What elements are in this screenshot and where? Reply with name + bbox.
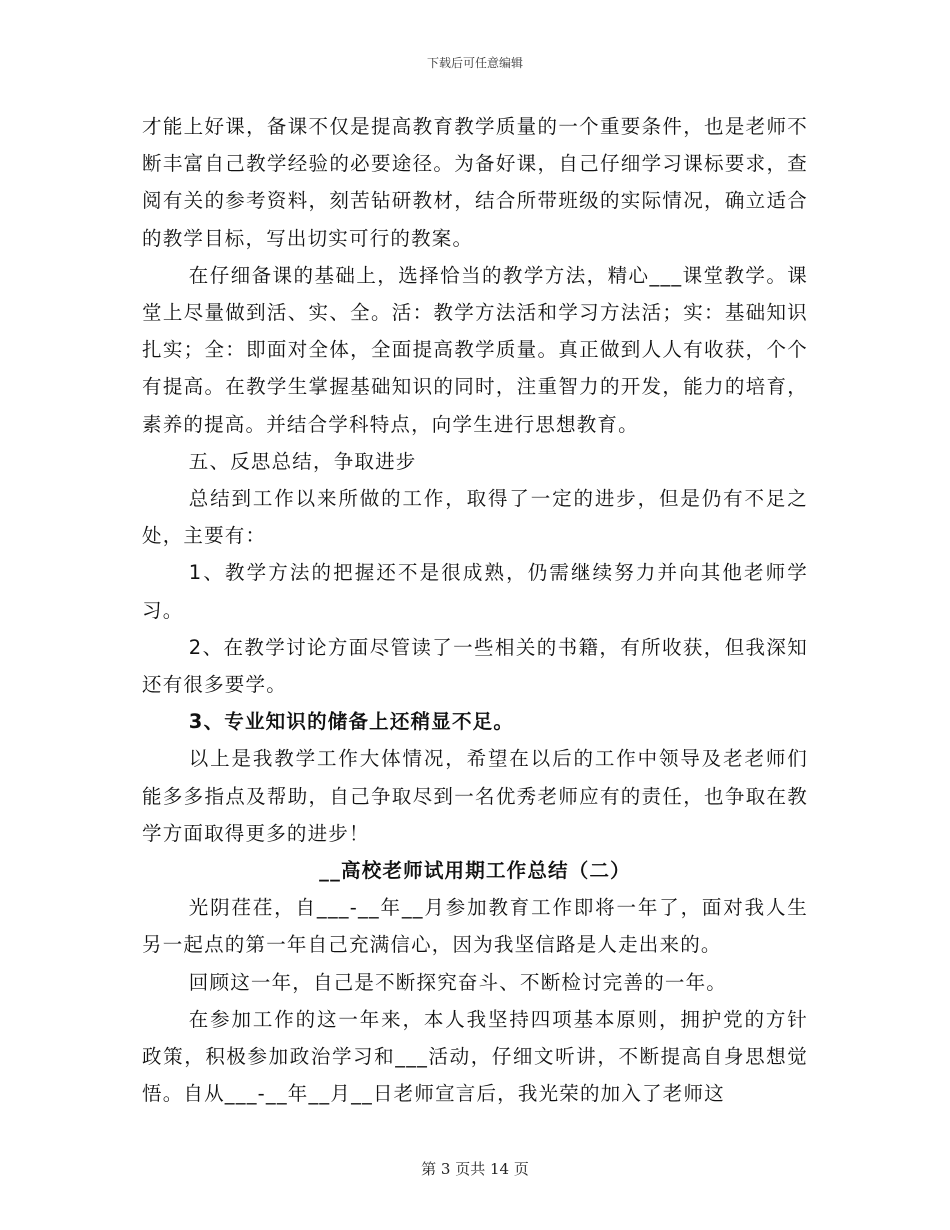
paragraph: 总结到工作以来所做的工作，取得了一定的进步，但是仍有不足之处，主要有： bbox=[142, 487, 808, 548]
paragraph: 才能上好课，备课不仅是提高教育教学质量的一个重要条件，也是老师不断丰富自己教学经验的必要途径。为备好课，自己仔细学习课标要求，查阅有关的参考资料，刻苦钻研教材，结合所带班级的实际情况，确立适合的教学目标，写出切实可行的教案。 bbox=[142, 115, 808, 250]
paragraph: 在参加工作的这一年来，本人我坚持四项基本原则，拥护党的方针政策，积极参加政治学习和___活动，仔细文听讲，不断提高自身思想觉悟。自从___-__年__月__日老师宣言后，我光荣的加入了老师这 bbox=[142, 1007, 808, 1106]
paragraph: 以上是我教学工作大体情况，希望在以后的工作中领导及老老师们能多多指点及帮助，自己争取尽到一名优秀老师应有的责任，也争取在教学方面取得更多的进步！ bbox=[142, 747, 808, 845]
list-item: 3、专业知识的储备上还稍显不足。 bbox=[188, 710, 515, 734]
document-subtitle: __高校老师试用期工作总结（二） bbox=[319, 859, 631, 883]
paragraph: 在仔细备课的基础上，选择恰当的教学方法，精心___课堂教学。课堂上尽量做到活、实、全。活：教学方法活和学习方法活；实：基础知识扎实；全：即面对全体，全面提高教学质量。真正做到人人有收获，个个有提高。在教学生掌握基础知识的同时，注重智力的开发，能力的培育，素养的提高。并结合学科特点，向学生进行思想教育。 bbox=[142, 263, 808, 436]
section-heading: 五、反思总结，争取进步 bbox=[188, 449, 417, 473]
paragraph: 回顾这一年，自己是不断探究奋斗、不断检讨完善的一年。 bbox=[188, 970, 727, 994]
page-header: 下载后可任意编辑 bbox=[426, 56, 523, 70]
document-body bbox=[142, 108, 808, 1112]
list-item: 1、教学方法的把握还不是很成熟，仍需继续努力并向其他老师学习。 bbox=[142, 561, 808, 622]
list-item: 2、在教学讨论方面尽管读了一些相关的书籍，有所收获，但我深知还有很多要学。 bbox=[142, 635, 808, 697]
page-footer: 第 3 页共 14 页 bbox=[421, 1160, 529, 1178]
paragraph: 光阴荏荏，自___-__年__月参加教育工作即将一年了，面对我人生另一起点的第一年自己充满信心，因为我坚信路是人走出来的。 bbox=[142, 896, 808, 957]
